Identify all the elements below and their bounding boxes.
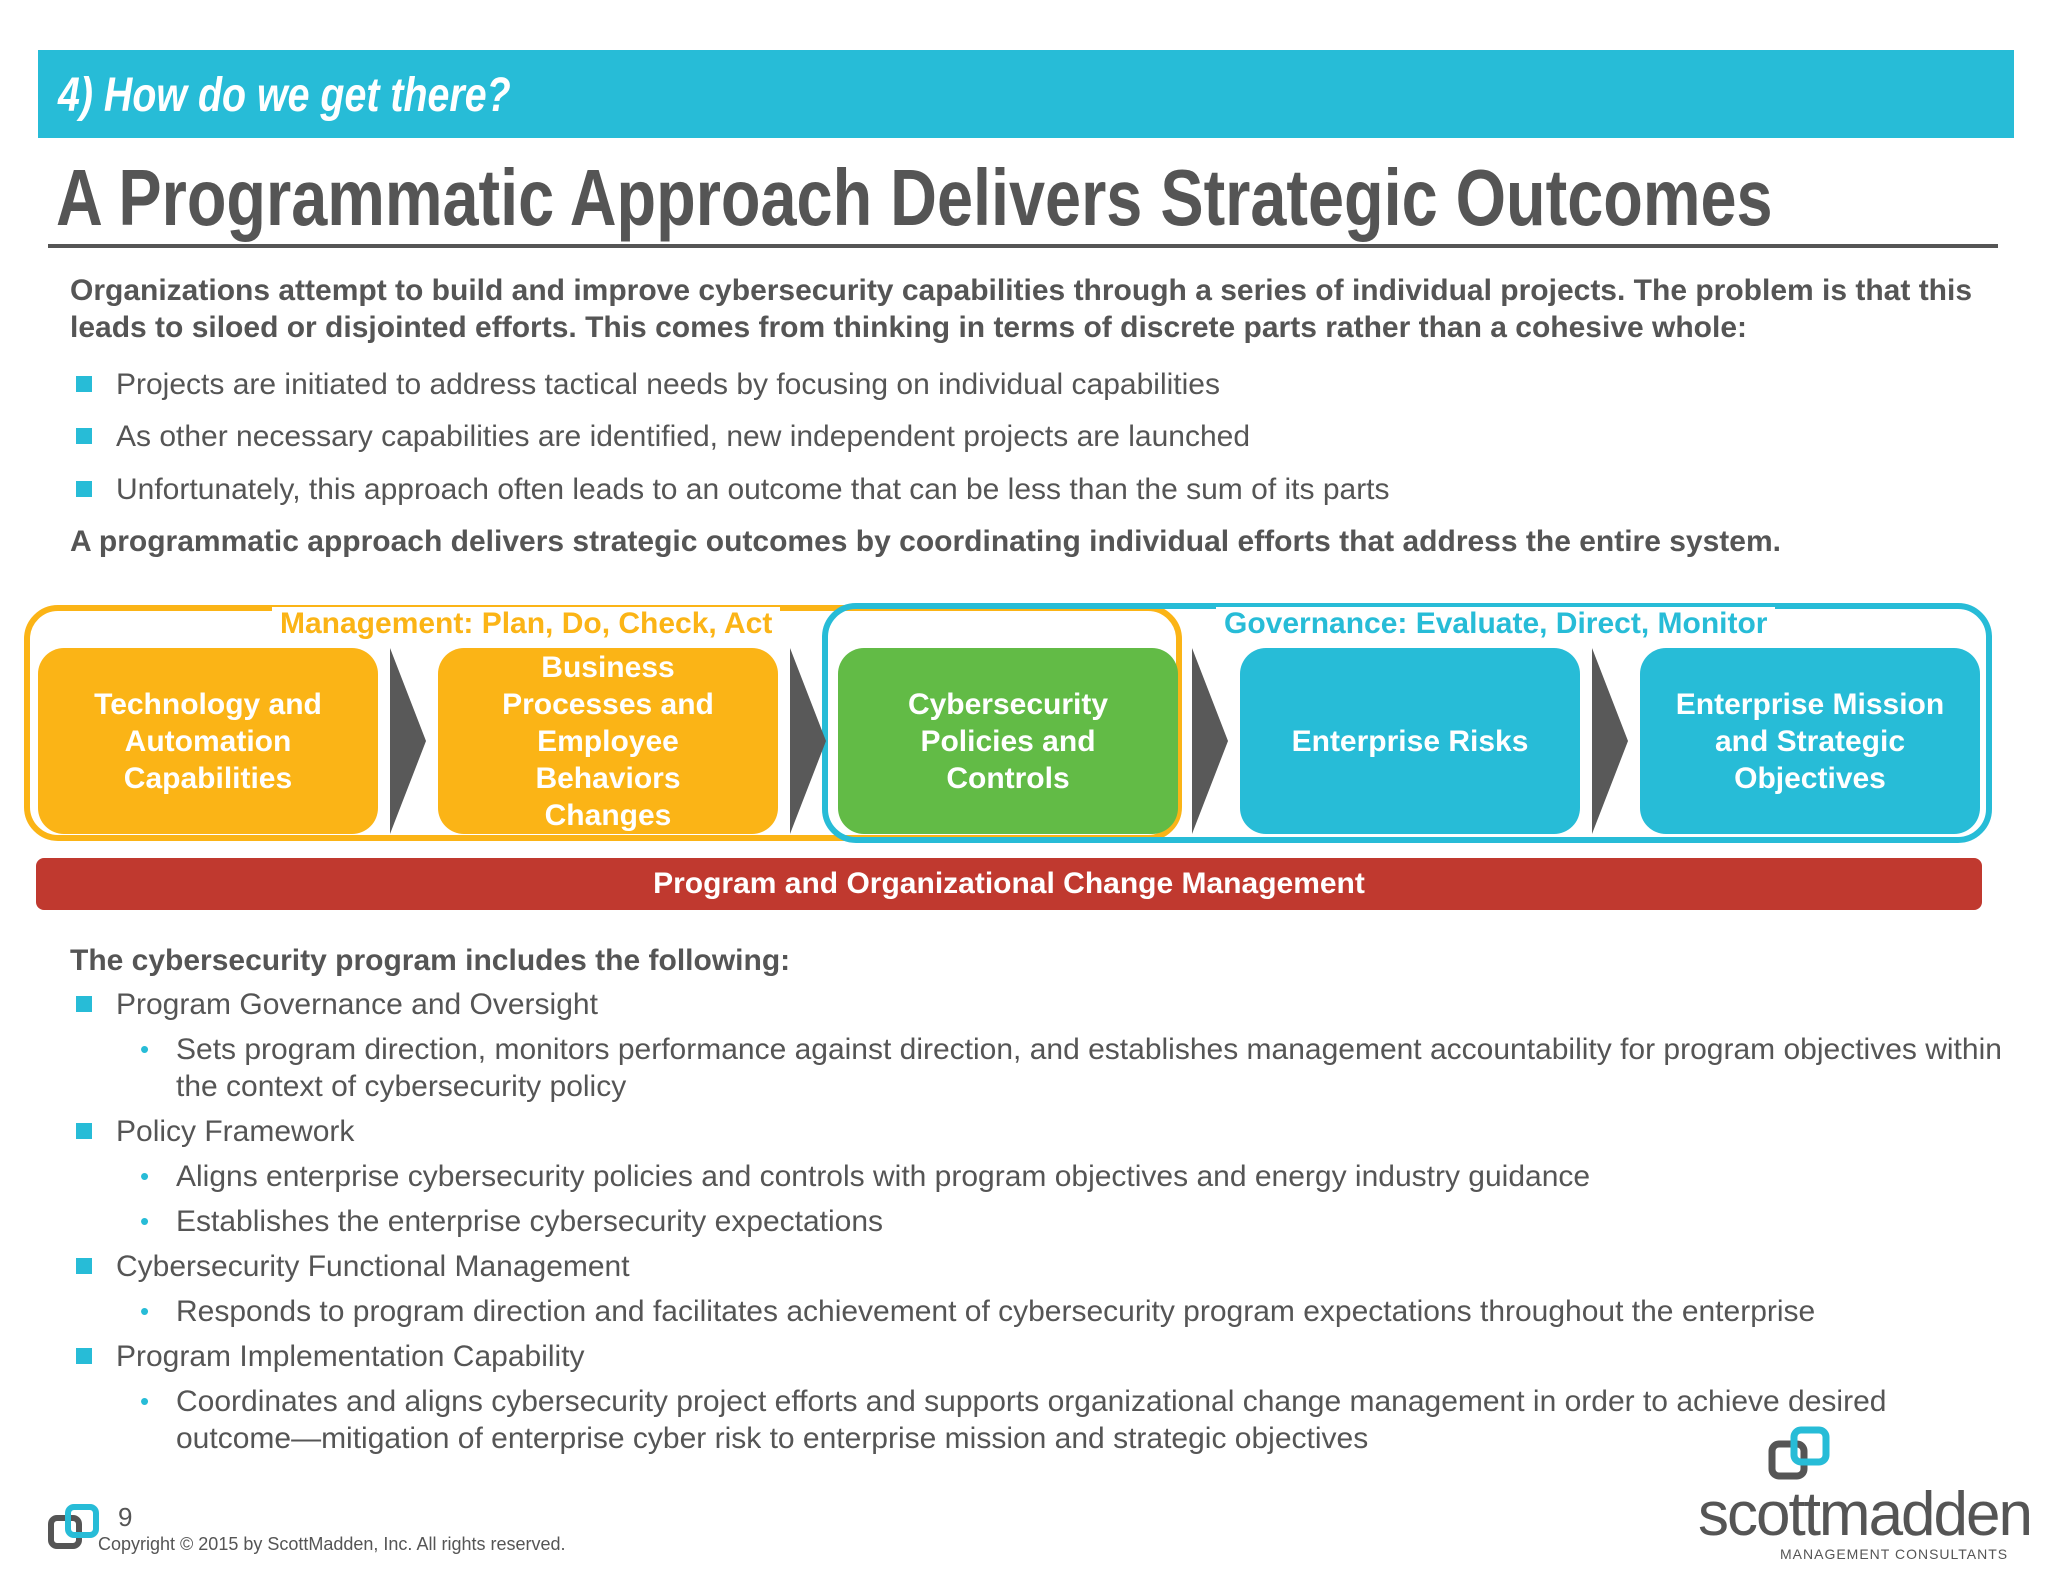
intro-bullet-text: Unfortunately, this approach often leads to an outcome that can be less than the sum of its parts [116, 473, 1390, 506]
square-bullet-icon [76, 428, 92, 444]
program-sub-item [140, 1293, 2006, 1330]
scottmadden-logo-wordmark: scottmadden [1698, 1480, 2031, 1549]
linked-squares-icon [48, 1504, 102, 1558]
chevron-right-icon [390, 648, 426, 834]
box-line: Changes [544, 798, 672, 832]
program-item-label: Program Governance and Oversight [116, 988, 598, 1021]
square-bullet-icon [76, 1348, 92, 1364]
box-cybersecurity-policies [838, 648, 1178, 834]
box-enterprise-mission [1640, 648, 1980, 834]
chevron-right-icon [1592, 648, 1628, 834]
square-bullet-icon [76, 481, 92, 497]
box-line: Controls [946, 761, 1070, 795]
intro-lead: Organizations attempt to build and improve cybersecurity capabilities through a series of individual projects. The problem is that this leads to siloed or disjointed efforts. This comes from thinking in terms of discrete parts rather than a cohesive whole: [70, 274, 1973, 344]
square-bullet-icon [76, 1258, 92, 1274]
program-item-label: Policy Framework [116, 1115, 355, 1148]
box-technology-capabilities [38, 648, 378, 834]
box-line: Enterprise Risks [1291, 724, 1529, 758]
section-header-bar [38, 50, 2014, 138]
copyright-notice: Copyright © 2015 by ScottMadden, Inc. All rights reserved. [98, 1534, 566, 1554]
square-bullet-icon [76, 1123, 92, 1139]
chevron-right-icon [1192, 648, 1228, 834]
box-line: Technology and [94, 687, 322, 721]
change-management-bar: Program and Organizational Change Management [36, 858, 1982, 910]
page-title: A Programmatic Approach Delivers Strategic Outcomes [56, 153, 1773, 242]
program-sub-text: Aligns enterprise cybersecurity policies and controls with program objectives and energy industry guidance [176, 1160, 1591, 1193]
page-number: 9 [118, 1502, 133, 1532]
chevron-right-icon [790, 648, 826, 834]
program-sub-item [140, 1031, 2006, 1105]
title-divider [48, 244, 1998, 248]
dot-bullet-icon: • [140, 1161, 150, 1191]
box-line: Capabilities [123, 761, 293, 795]
dot-bullet-icon: • [140, 1206, 150, 1236]
management-label: Management: Plan, Do, Check, Act [272, 607, 780, 641]
square-bullet-icon [76, 996, 92, 1012]
program-sub-item [140, 1203, 2006, 1240]
square-bullet-icon [76, 376, 92, 392]
program-heading: The cybersecurity program includes the following: [70, 944, 791, 977]
dot-bullet-icon: • [140, 1386, 150, 1416]
box-line: Processes and [502, 687, 714, 721]
box-business-processes [438, 648, 778, 834]
intro-bullet-text: As other necessary capabilities are identified, new independent projects are launched [116, 420, 1251, 453]
program-sub-item [140, 1158, 2006, 1195]
box-line: Cybersecurity [907, 687, 1109, 721]
dot-bullet-icon: • [140, 1296, 150, 1326]
program-sub-text: Responds to program direction and facilitates achievement of cybersecurity program expectations throughout the enterprise [176, 1295, 1816, 1328]
governance-label: Governance: Evaluate, Direct, Monitor [1216, 607, 1775, 641]
dot-bullet-icon: • [140, 1034, 150, 1064]
box-line: Enterprise Mission [1675, 687, 1945, 721]
box-line: Behaviors [535, 761, 681, 795]
program-sub-text: Sets program direction, monitors performance against direction, and establishes management accountability for program objectives within the context of cybersecurity policy [176, 1033, 2002, 1103]
box-line: Employee [537, 724, 679, 758]
section-label: 4) How do we get there? [58, 69, 511, 122]
box-enterprise-risks [1240, 648, 1580, 834]
scottmadden-logo-tagline: MANAGEMENT CONSULTANTS [1780, 1546, 2009, 1562]
program-item-label: Cybersecurity Functional Management [116, 1250, 630, 1283]
box-line: Automation [124, 724, 292, 758]
program-sub-text: Establishes the enterprise cybersecurity expectations [176, 1205, 884, 1238]
box-line: Objectives [1734, 761, 1886, 795]
program-item-label: Program Implementation Capability [116, 1340, 585, 1373]
box-line: Policies and [920, 724, 1096, 758]
intro-conclusion: A programmatic approach delivers strategic outcomes by coordinating individual efforts that address the entire system. [70, 525, 1781, 558]
program-sub-text: Coordinates and aligns cybersecurity project efforts and supports organizational change management in order to achieve desired outcome—mitigation of enterprise cyber risk to enterprise mission and strategic objectives [176, 1385, 1887, 1455]
box-line: Business [541, 650, 675, 684]
intro-bullet-text: Projects are initiated to address tactical needs by focusing on individual capabilities [116, 368, 1220, 401]
program-sub-item [140, 1383, 1946, 1457]
box-line: and Strategic [1714, 724, 1906, 758]
